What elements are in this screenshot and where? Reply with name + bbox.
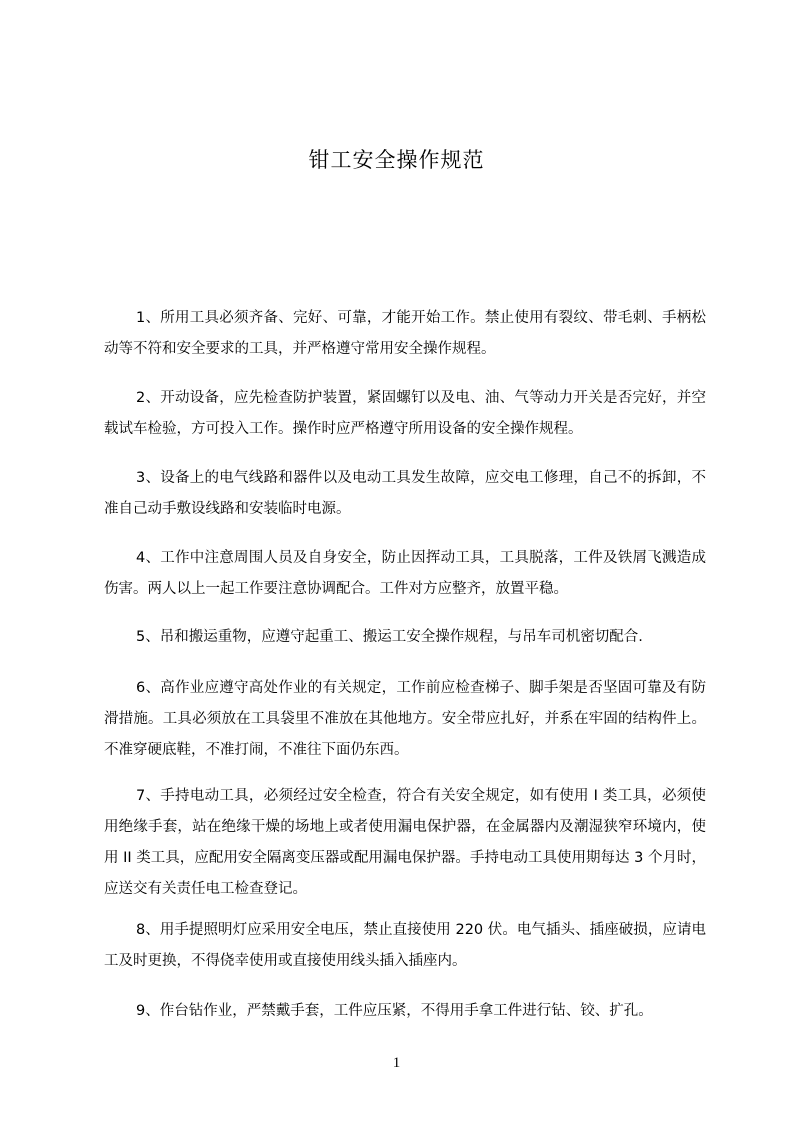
paragraph-9: 9、作台钻作业，严禁戴手套，工件应压紧，不得用手拿工件进行钻、铰、扩孔。	[136, 1002, 653, 1019]
paragraph-5: 5、吊和搬运重物，应遵守起重工、搬运工安全操作规程，与吊车司机密切配合.	[136, 628, 643, 645]
paragraph-6: 6、高作业应遵守高处作业的有关规定，工作前应检查梯子、脚手架是否坚固可靠及有防滑措施。工具必须放在工具袋里不准放在其他地方。安全带应扎好，并系在牢固的结构件上。不准穿硬底鞋，不准打闹，不准往下面仍东西。	[104, 679, 706, 758]
paragraph-4: 4、工作中注意周围人员及自身安全，防止因挥动工具，工具脱落，工件及铁屑飞溅造成伤害。两人以上一起工作要注意协调配合。工件对方应整齐，放置平稳。	[104, 549, 706, 597]
paragraph-3: 3、设备上的电气线路和器件以及电动工具发生故障，应交电工修理，自己不的拆卸，不准自己动手敷设线路和安装临时电源。	[104, 469, 706, 517]
paragraph-1: 1、所用工具必须齐备、完好、可靠，才能开始工作。禁止使用有裂纹、带毛刺、手柄松动等不符和安全要求的工具，并严格遵守常用安全操作规程。	[104, 309, 706, 357]
paragraph-8: 8、用手提照明灯应采用安全电压，禁止直接使用 220 伏。电气插头、插座破损，应请电工及时更换，不得侥幸使用或直接使用线头插入插座内。	[104, 921, 706, 969]
page-number: 1	[392, 1055, 401, 1071]
paragraph-2: 2、开动设备，应先检查防护装置，紧固螺钉以及电、油、气等动力开关是否完好，并空载试车检验，方可投入工作。操作时应严格遵守所用设备的安全操作规程。	[104, 389, 706, 437]
paragraph-7: 7、手持电动工具，必须经过安全检查，符合有关安全规定，如有使用 I 类工具，必须使用绝缘手套，站在绝缘干燥的场地上或者使用漏电保护器，在金属器内及潮湿狭窄环境内，使用 II 类工具，应配用安全隔离变压器或配用漏电保护器。手持电动工具使用期每达 3 个月时，应送交有关责任电工检查登记。	[104, 787, 706, 897]
page-title: 钳工安全操作规范	[308, 148, 485, 172]
